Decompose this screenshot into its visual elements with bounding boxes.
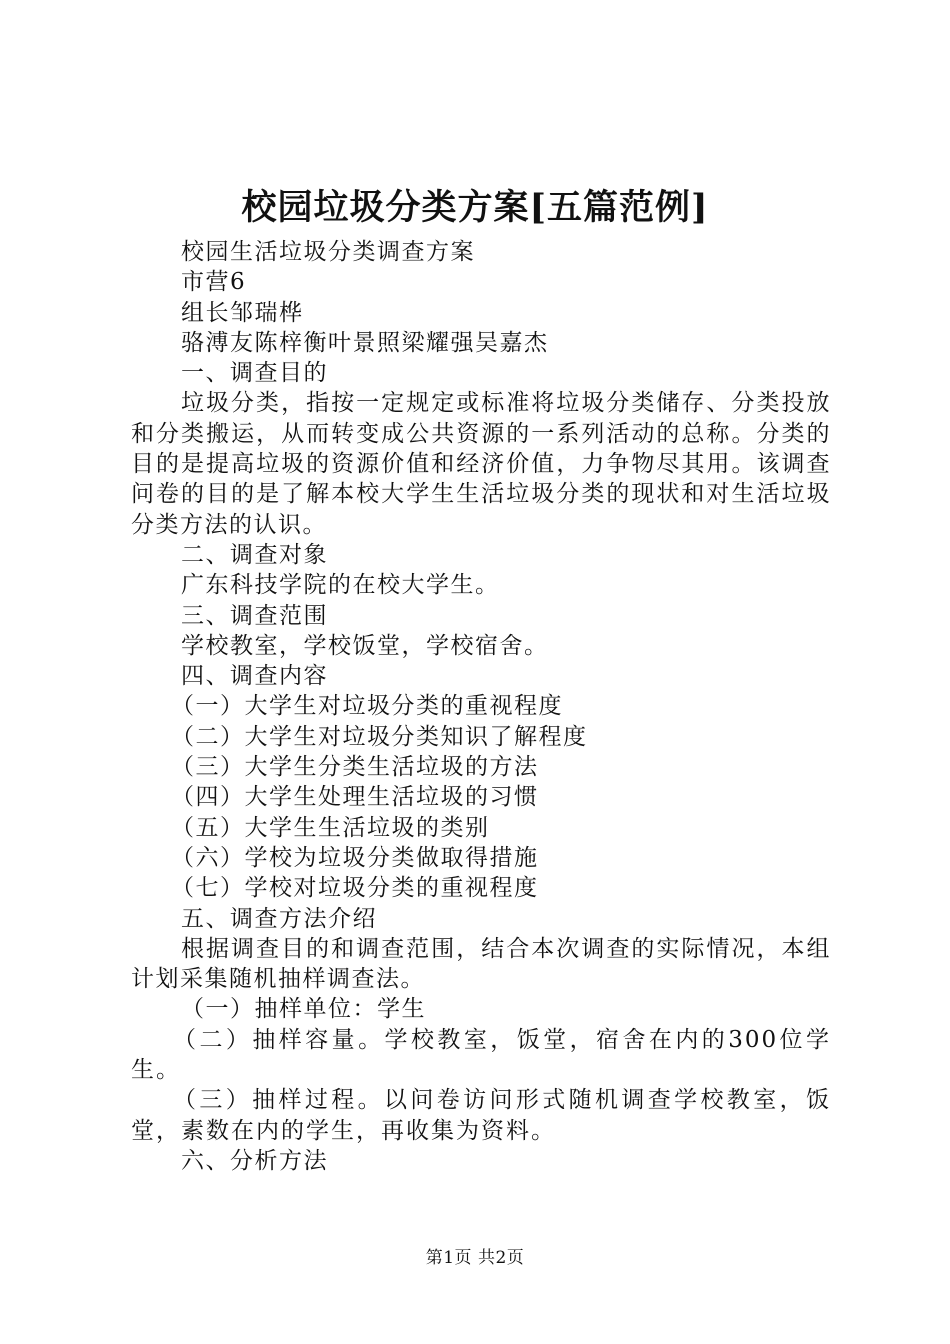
section-heading: 一、调查目的 — [181, 360, 328, 387]
paragraph: 学校教室，学校饭堂，学校宿舍。 — [181, 632, 549, 659]
list-item: （一）抽样单位：学生 — [181, 996, 426, 1023]
list-item: （一）大学生对垃圾分类的重视程度 — [171, 693, 563, 720]
document-body — [131, 237, 831, 1176]
list-item: （七）学校对垃圾分类的重视程度 — [171, 875, 539, 902]
page-footer: 第1页 共2页 — [425, 1248, 525, 1268]
document-title: 校园垃圾分类方案[五篇范例] — [241, 187, 709, 228]
leader-line: 组长邹瑞桦 — [181, 299, 304, 326]
paragraph: （三）抽样过程。以问卷访问形式随机调查学校教室，饭堂，素数在内的学生，再收集为资料。 — [131, 1087, 831, 1144]
list-item: （二）大学生对垃圾分类知识了解程度 — [171, 723, 588, 750]
section-heading: 四、调查内容 — [181, 663, 328, 690]
list-item: （六）学校为垃圾分类做取得措施 — [171, 844, 539, 871]
members-line: 骆溥友陈梓衡叶景照梁耀强吴嘉杰 — [181, 329, 549, 356]
subtitle: 校园生活垃圾分类调查方案 — [181, 239, 475, 265]
section-heading: 五、调查方法介绍 — [181, 905, 377, 932]
paragraph: 广东科技学院的在校大学生。 — [181, 572, 500, 599]
paragraph: 垃圾分类，指按一定规定或标准将垃圾分类储存、分类投放和分类搬运，从而转变成公共资源的一系列活动的总称。分类的目的是提高垃圾的资源价值和经济价值，力争物尽其用。该调查问卷的目的是了解本校大学生生活垃圾分类的现状和对生活垃圾分类方法的认识。 — [131, 390, 831, 538]
section-heading: 三、调查范围 — [181, 602, 328, 629]
list-item: （三）大学生分类生活垃圾的方法 — [171, 754, 539, 781]
section-heading: 二、调查对象 — [181, 541, 328, 568]
group-line: 市营6 — [181, 269, 247, 296]
section-heading: 六、分析方法 — [181, 1147, 328, 1174]
paragraph: （二）抽样容量。学校教室，饭堂，宿舍在内的300位学生。 — [131, 1026, 831, 1084]
paragraph: 根据调查目的和调查范围，结合本次调查的实际情况，本组计划采集随机抽样调查法。 — [131, 935, 831, 993]
list-item: （四）大学生处理生活垃圾的习惯 — [171, 784, 539, 811]
list-item: （五）大学生生活垃圾的类别 — [171, 814, 490, 841]
